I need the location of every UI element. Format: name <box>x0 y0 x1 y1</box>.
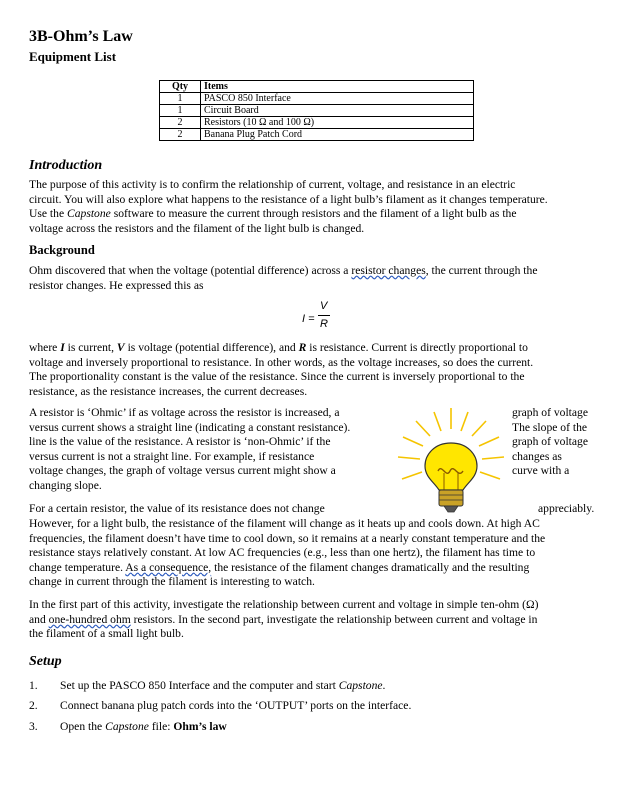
equipment-list-heading: Equipment List <box>29 49 117 64</box>
intro-line: The purpose of this activity is to confirm the relationship of current, voltage, and resistance in an electric <box>29 178 516 191</box>
item-cell: Banana Plug Patch Cord <box>201 129 474 141</box>
table-row <box>160 117 474 129</box>
setup-step: Set up the PASCO 850 Interface and the computer and start Capstone. <box>60 679 386 692</box>
table-row <box>160 93 474 105</box>
step-number: 3. <box>29 720 38 733</box>
formula-lhs: I = <box>302 313 315 325</box>
setup-step: Connect banana plug patch cords into the ‘OUTPUT’ ports on the interface. <box>60 699 412 712</box>
qty-cell: 1 <box>160 93 201 105</box>
introduction-heading: Introduction <box>29 158 103 173</box>
item-cell: Circuit Board <box>201 105 474 117</box>
ohmic-paragraph-left: A resistor is ‘Ohmic’ if as voltage across the resistor is increased, a versus current shows a straight line (indicating a constant resistance). line is the value of the resistance. A resistor is ‘non-Ohmic’ if the versus current is not a straight line. For example, if resistance voltage changes, the graph of voltage versus current might show a changing slope. <box>29 406 351 492</box>
background-paragraph-2: where I is current, V is voltage (potential difference), and R is resistance. Current is directly proportional to voltage and inversely proportional to resistance. In other words, as the voltage increases, so does the current. The proportionality constant is the value of the resistance. Since the current is inversely proportional to the resistance, as the resistance increases, the current decreases. <box>29 341 534 398</box>
setup-heading: Setup <box>29 654 62 669</box>
resistor-changes-text: resistor changes <box>351 264 426 277</box>
page-title: 3B-Ohm’s Law <box>29 28 133 45</box>
formula-numerator: V <box>320 300 328 312</box>
setup-step: Open the Capstone file: Ohm’s law <box>60 720 227 733</box>
intro-line: voltage across the resistors and the filament of the light bulb is changed. <box>29 221 365 235</box>
light-bulb-icon <box>394 405 509 517</box>
bulb-glass <box>425 443 477 490</box>
intro-line: circuit. You will also explore what happens to the resistance of a light bulb’s filament as it changes temperature. <box>29 192 548 206</box>
fraction-bar <box>318 315 330 316</box>
table-row <box>160 105 474 117</box>
qty-cell: 2 <box>160 117 201 129</box>
items-header: Items <box>201 81 474 93</box>
qty-header: Qty <box>160 81 201 93</box>
one-hundred-ohm-text: one-hundred ohm <box>48 612 131 626</box>
item-cell: PASCO 850 Interface <box>201 93 474 105</box>
equipment-table <box>159 80 474 141</box>
qty-cell: 2 <box>160 129 201 141</box>
capstone-text: Capstone <box>67 207 111 221</box>
table-header-row <box>160 81 474 93</box>
background-heading: Background <box>29 243 95 257</box>
ohmic-paragraph-right: graph of voltage The slope of the graph of voltage changes as curve with a <box>512 406 588 478</box>
bulb-base <box>439 490 463 506</box>
light-bulb-paragraph: However, for a light bulb, the resistance of the filament will change as it heats up and cools down. At high AC frequencies, the filament doesn’t have time to cool down, so it remains at a nearly constant temperature and the resistance stays relatively constant. At low AC frequencies (e.g., less than one hertz), the filament has time to change temperature. As a consequence, the resistance of the filament changes dramatically and the resulting change in current through the filament is interesting to watch. <box>29 517 546 589</box>
activity-paragraph: In the first part of this activity, investigate the relationship between current and voltage in simple ten-ohm (Ω) and one-hundred ohm resistors. In the second part, investigate the relationship between current and voltage in the filament of a small light bulb. <box>29 598 539 641</box>
qty-cell: 1 <box>160 105 201 117</box>
light-bulb-paragraph-first: For a certain resistor, the value of its resistance does not change <box>29 502 325 515</box>
table-row <box>160 129 474 141</box>
step-number: 1. <box>29 679 38 692</box>
light-bulb-paragraph-first-right: appreciably. <box>538 502 595 515</box>
background-paragraph-1: Ohm discovered that when the voltage (potential difference) across a resistor changes, the current through the resistor changes. He expressed this as <box>29 264 538 292</box>
step-number: 2. <box>29 699 38 712</box>
item-cell: Resistors (10 Ω and 100 Ω) <box>201 117 474 129</box>
formula-denominator: R <box>320 318 328 330</box>
intro-line: Use the Capstone software to measure the current through resistors and the filament of a light bulb as the <box>29 207 517 221</box>
introduction-paragraph <box>29 178 609 236</box>
as-a-consequence-text: As a consequence, <box>125 560 212 574</box>
